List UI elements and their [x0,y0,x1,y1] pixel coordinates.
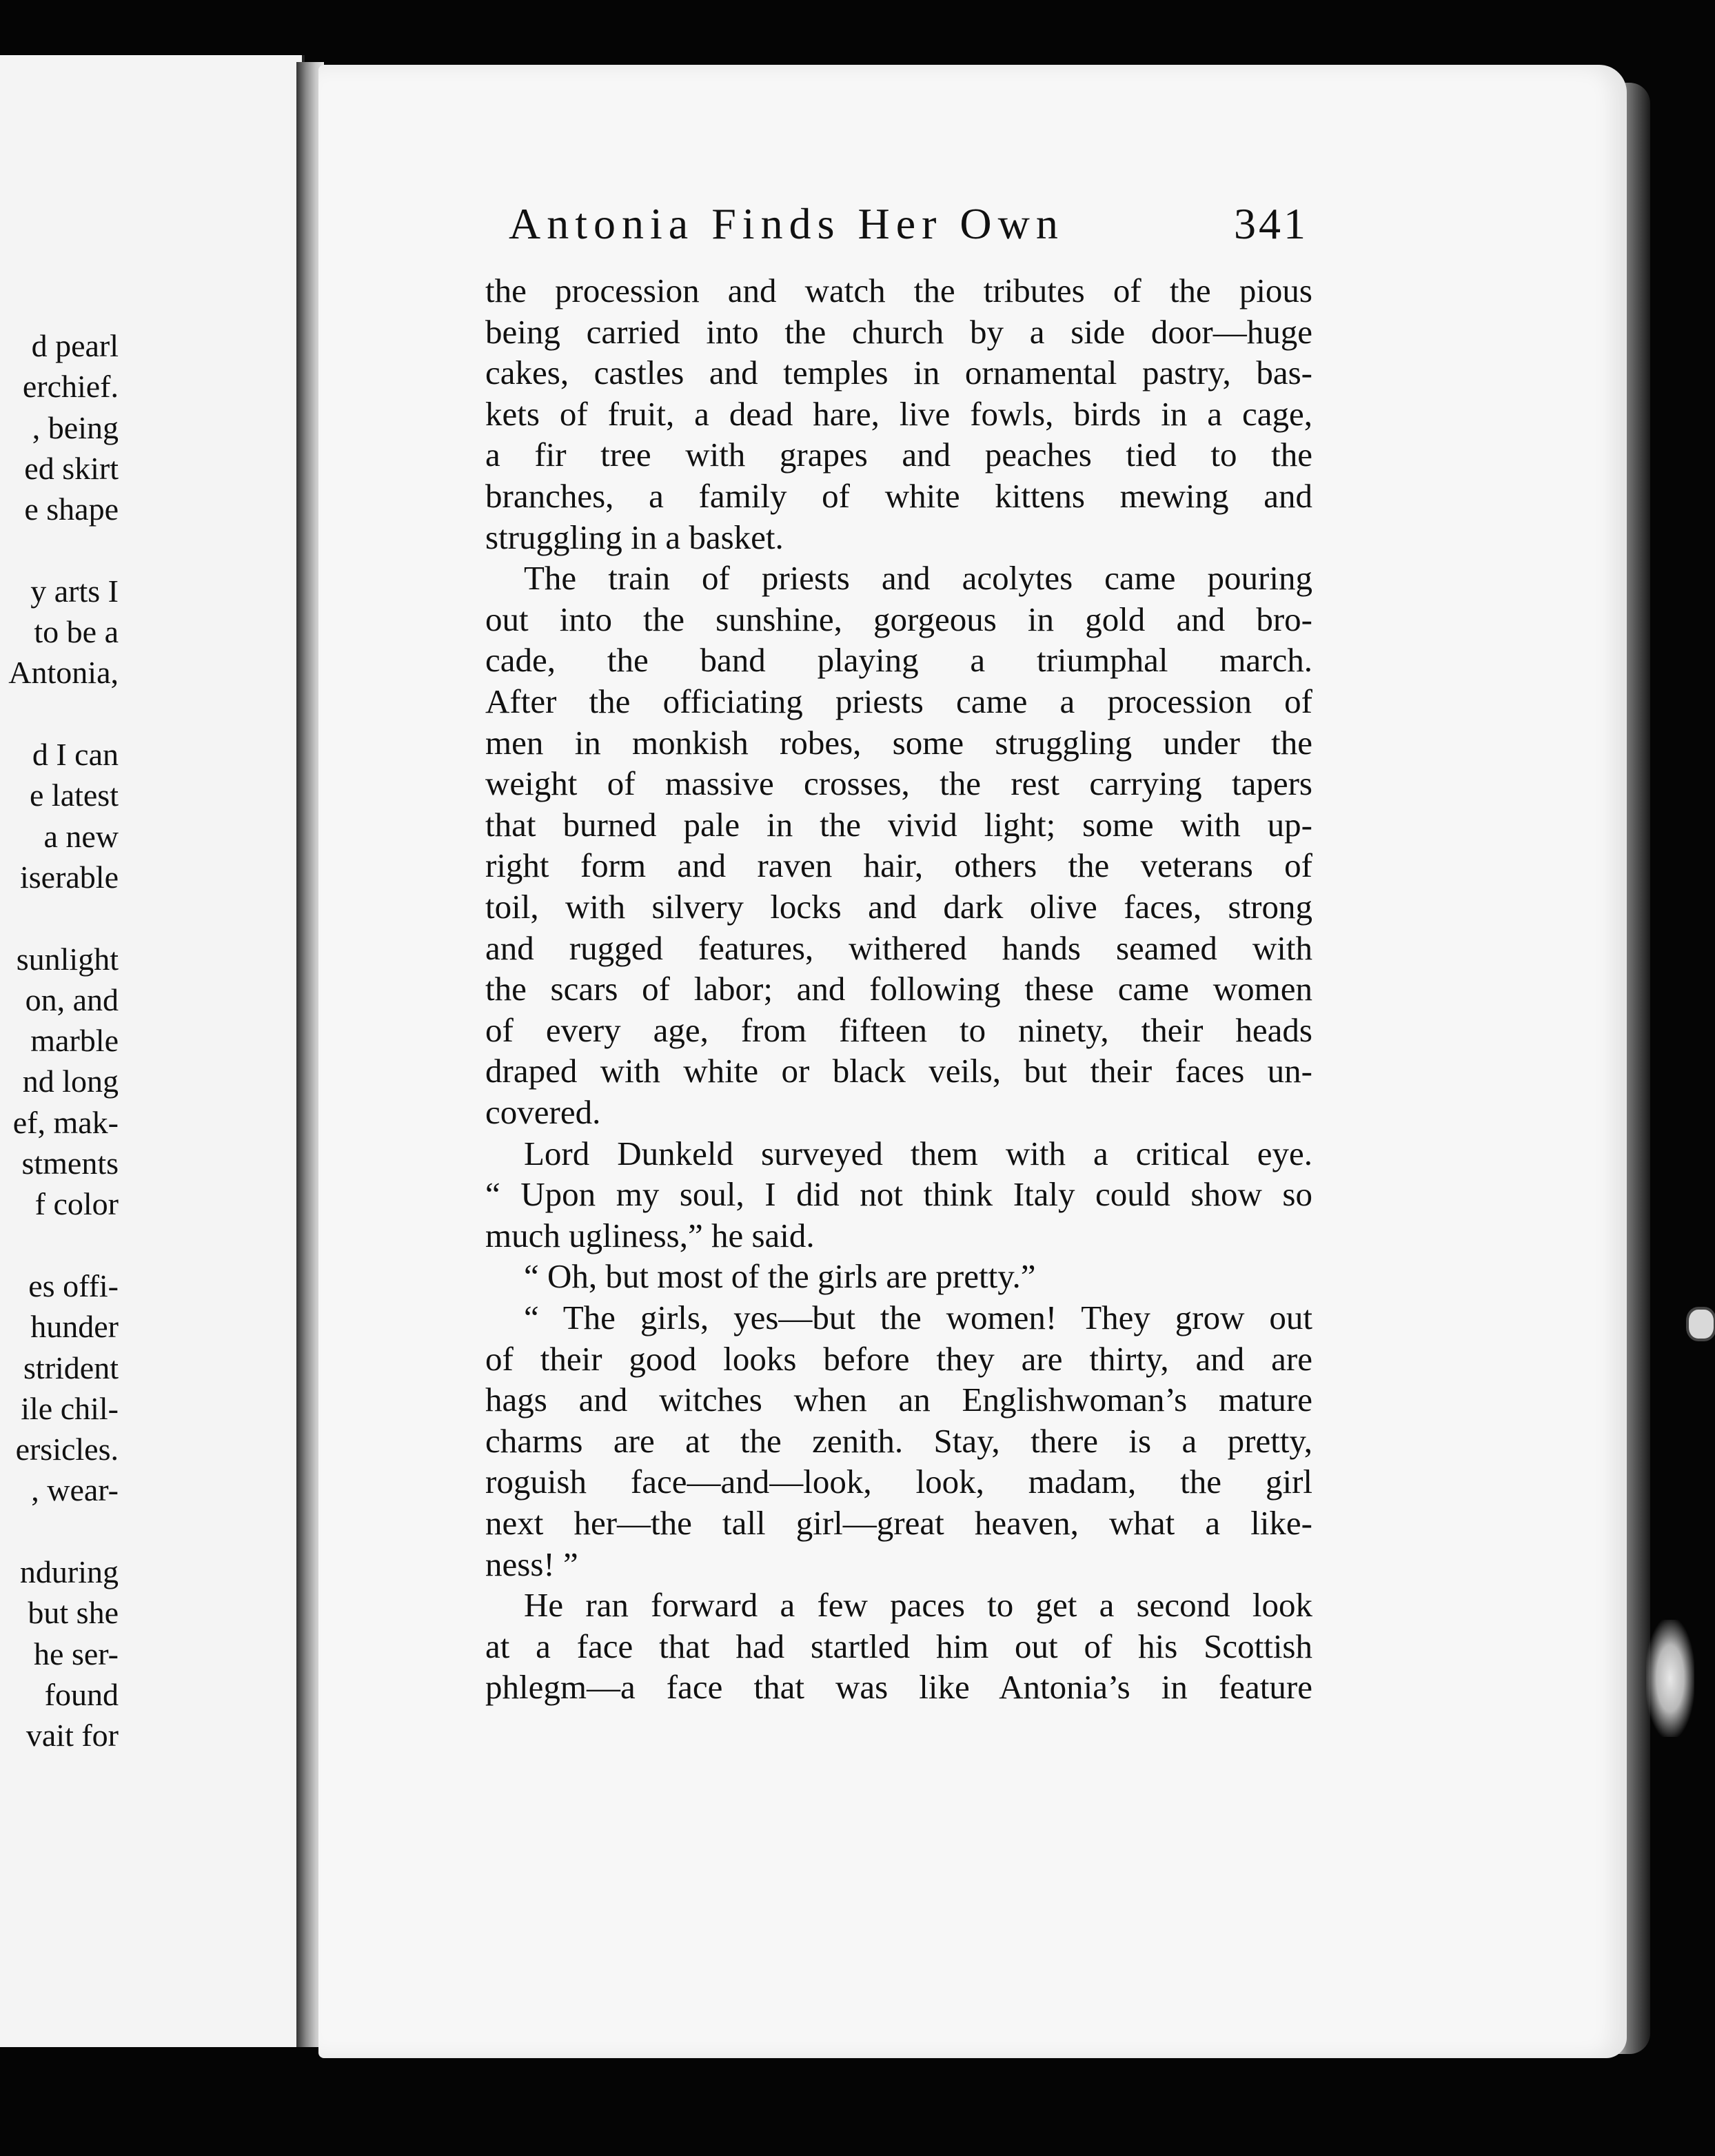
left-page-line: marble [30,1023,119,1059]
text-line: weight of massive crosses, the rest carrying tapers [485,764,1312,803]
left-page-line: hunder [30,1309,119,1345]
left-page-line: d pearl [31,328,119,363]
left-page-line: nduring [19,1554,119,1589]
text-line: of every age, from fifteen to ninety, their heads [485,1010,1312,1049]
text-line: draped with white or black veils, but their faces un- [485,1052,1312,1090]
text-line: hags and witches when an Englishwoman’s mature [485,1381,1312,1419]
left-page-line: nd long [22,1064,119,1099]
left-page-line: a new [43,818,119,854]
left-page-line: , wear- [31,1472,119,1508]
text-line: roguish face—and—look, look, madam, the girl [485,1463,1312,1501]
text-line: being carried into the church by a side door—huge [485,312,1312,351]
text-line: of their good looks before they are thirty, and are [485,1339,1312,1378]
text-line: out into the sunshine, gorgeous in gold and bro- [485,600,1312,638]
page-edge-glare [1646,1620,1694,1737]
text-line: charms are at the zenith. Stay, there is a pretty, [485,1421,1312,1460]
text-line: the procession and watch the tributes of the pious [485,272,1312,309]
left-page-line: ed skirt [24,450,119,486]
text-line: the scars of labor; and following these came women [485,970,1312,1008]
left-page-line: e shape [24,491,119,527]
left-page-line: found [44,1676,119,1712]
text-line: He ran forward a few paces to get a second look [524,1586,1312,1625]
text-line: ness! ” [485,1545,578,1583]
text-line: a fir tree with grapes and peaches tied to the [485,436,1312,474]
left-page-line: ersicles. [15,1432,119,1467]
left-page-line: strident [23,1350,119,1385]
text-line: men in monkish robes, some struggling under the [485,723,1312,762]
text-line: struggling in a basket. [485,518,784,556]
text-line: right form and raven hair, others the veterans of [485,846,1312,885]
left-page-line: es offi- [28,1268,119,1303]
text-line: The train of priests and acolytes came pouring [524,559,1312,598]
text-line: branches, a family of white kittens mewing and [485,477,1312,515]
left-page-line: sunlight [16,941,119,977]
page-number: 341 [1234,199,1308,248]
left-page-line: to be a [34,614,119,650]
running-title: Antonia Finds Her Own [509,199,1064,248]
text-line: much ugliness,” he said. [485,1216,815,1254]
text-line: toil, with silvery locks and dark olive faces, strong [485,888,1312,926]
left-page-line: f color [34,1186,119,1222]
left-page-line: , being [32,409,119,445]
text-line: Lord Dunkeld surveyed them with a critical eye. [524,1134,1312,1172]
left-page-line: erchief. [22,369,119,405]
text-line: covered. [485,1093,601,1131]
text-line: After the officiating priests came a procession of [485,682,1312,720]
left-page-line: y arts I [30,573,119,609]
text-line: at a face that had startled him out of his Scottish [485,1627,1312,1665]
text-line: cade, the band playing a triumphal march. [485,641,1312,680]
text-line: “ Upon my soul, I did not think Italy could show so [485,1175,1312,1214]
facing-left-page [0,55,305,2047]
text-line: “ Oh, but most of the girls are pretty.” [524,1257,1036,1296]
left-page-line: but she [28,1595,119,1631]
left-page-line: vait for [26,1718,119,1753]
text-line: and rugged features, withered hands seamed with [485,928,1312,967]
text-line: phlegm—a face that was like Antonia’s in feature [485,1668,1312,1707]
left-page-line: ef, mak- [12,1104,119,1140]
left-page-line: ile chil- [21,1390,119,1426]
running-head [509,199,1308,254]
left-page-line: Antonia, [8,655,119,691]
left-page-line: on, and [25,982,119,1017]
text-line: cakes, castles and temples in ornamental pastry, bas- [485,354,1312,392]
left-page-line: he ser- [34,1636,119,1671]
left-page-line: d I can [32,737,119,772]
left-page-line: stments [21,1146,119,1181]
scan-speck [1686,1307,1715,1341]
text-line: kets of fruit, a dead hare, live fowls, birds in a cage, [485,394,1312,433]
left-page-line: iserable [19,859,119,895]
text-line: next her—the tall girl—great heaven, what a like- [485,1504,1312,1542]
left-page-line: e latest [30,777,119,813]
text-line: that burned pale in the vivid light; some with up- [485,805,1312,844]
text-line: “ The girls, yes—but the women! They grow out [524,1299,1312,1336]
